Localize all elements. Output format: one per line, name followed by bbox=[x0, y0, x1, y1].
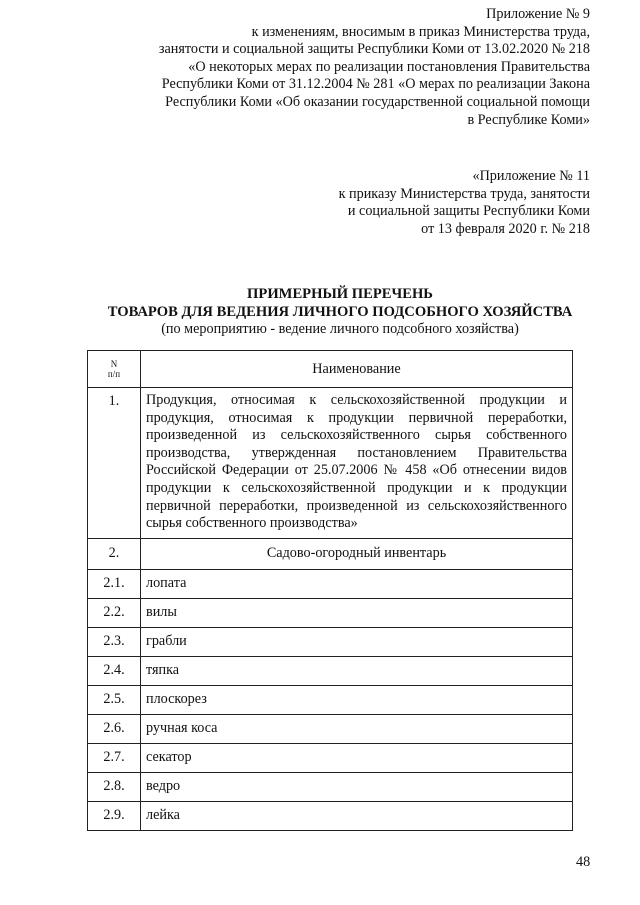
table-row bbox=[88, 743, 573, 772]
amendment-header bbox=[159, 6, 590, 129]
table-row bbox=[88, 656, 573, 685]
row-number: 2.2. bbox=[88, 598, 141, 627]
row-name: ведро bbox=[141, 772, 573, 801]
page-number: 48 bbox=[576, 854, 591, 870]
row-number: 1. bbox=[88, 388, 141, 539]
title-subtitle: (по мероприятию - ведение личного подсобного хозяйства) bbox=[161, 321, 519, 338]
order-header-line: от 13 февраля 2020 г. № 218 bbox=[421, 220, 590, 237]
order-header bbox=[339, 168, 590, 238]
amendment-header-line: Республики Коми от 31.12.2004 № 281 «О мерах по реализации Закона bbox=[161, 76, 590, 93]
amendment-header-line: занятости и социальной защиты Республики Коми от 13.02.2020 № 218 bbox=[158, 41, 590, 58]
table-row bbox=[88, 772, 573, 801]
table-row bbox=[88, 569, 573, 598]
order-header-line: и социальной защиты Республики Коми bbox=[347, 203, 590, 220]
table-header-row bbox=[88, 351, 573, 388]
row-number: 2.3. bbox=[88, 627, 141, 656]
row-number: 2.8. bbox=[88, 772, 141, 801]
document-title bbox=[0, 286, 640, 339]
table-row bbox=[88, 801, 573, 830]
order-header-line: «Приложение № 11 bbox=[472, 168, 590, 184]
row-name: тяпка bbox=[141, 656, 573, 685]
row-name: лейка bbox=[141, 801, 573, 830]
header-number-label: N bbox=[110, 359, 118, 369]
row-name: секатор bbox=[141, 743, 573, 772]
amendment-header-line: Приложение № 9 bbox=[486, 6, 590, 22]
title-line-2: ТОВАРОВ ДЛЯ ВЕДЕНИЯ ЛИЧНОГО ПОДСОБНОГО ХОЗЯЙСТВА bbox=[107, 303, 573, 320]
amendment-header-line: Республики Коми «Об оказании государственной социальной помощи bbox=[165, 93, 590, 110]
row-name: вилы bbox=[141, 598, 573, 627]
row-name: Садово-огородный инвентарь bbox=[141, 538, 573, 569]
row-number: 2.9. bbox=[88, 801, 141, 830]
row-name: ручная коса bbox=[141, 714, 573, 743]
row-number: 2.7. bbox=[88, 743, 141, 772]
table-row bbox=[88, 388, 573, 539]
goods-table bbox=[87, 350, 573, 831]
table-row bbox=[88, 598, 573, 627]
table-row bbox=[88, 714, 573, 743]
row-number: 2.1. bbox=[88, 569, 141, 598]
table-row bbox=[88, 538, 573, 569]
table-row bbox=[88, 685, 573, 714]
row-name: грабли bbox=[141, 627, 573, 656]
row-number: 2.5. bbox=[88, 685, 141, 714]
row-number: 2.4. bbox=[88, 656, 141, 685]
amendment-header-line: к изменениям, вносимым в приказ Министерства труда, bbox=[251, 23, 590, 40]
row-name: Продукция, относимая к сельскохозяйственной продукции и продукция, относимая к продукции первичной переработки, произведенной из сельскохозяйственного сырья собственного производства, утвержденная постановлением Правительства Российской Федерации от 25.07.2006 № 458 «Об отнесении видов продукции к сельскохозяйственной продукции и к продукции первичной переработки, произведенной из сельскохозяйственного сырья собственного производства» bbox=[141, 388, 573, 539]
row-number: 2.6. bbox=[88, 714, 141, 743]
header-number-sublabel: п/п bbox=[107, 369, 121, 379]
header-name-cell: Наименование bbox=[141, 351, 573, 388]
header-number-cell bbox=[88, 351, 141, 388]
amendment-header-line: в Республике Коми» bbox=[467, 111, 590, 128]
row-name: плоскорез bbox=[141, 685, 573, 714]
row-name: лопата bbox=[141, 569, 573, 598]
amendment-header-line: «О некоторых мерах по реализации постановления Правительства bbox=[188, 58, 590, 75]
table-row bbox=[88, 627, 573, 656]
row-number: 2. bbox=[88, 538, 141, 569]
title-line-1: ПРИМЕРНЫЙ ПЕРЕЧЕНЬ bbox=[247, 286, 433, 302]
order-header-line: к приказу Министерства труда, занятости bbox=[338, 185, 590, 202]
